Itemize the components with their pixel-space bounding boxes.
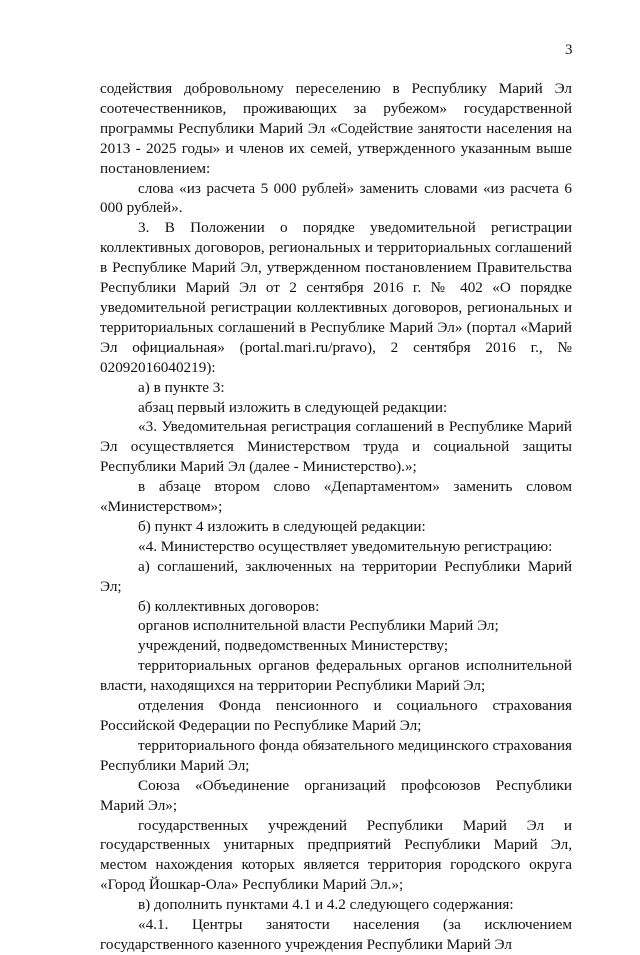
paragraph: территориальных органов федеральных органов исполнительной власти, находящихся на территории Республики Марий Эл; xyxy=(100,657,572,695)
paragraph: слова «из расчета 5 000 рублей» заменить словами «из расчета 6 000 рублей». xyxy=(100,179,572,217)
paragraph: абзац первый изложить в следующей редакции: xyxy=(138,398,448,416)
paragraph: «3. Уведомительная регистрация соглашений в Республике Марий Эл осуществляется Министерством труда и социальной защиты Республики Марий Эл (далее - Министерство).»; xyxy=(100,418,572,476)
paragraph: «4.1. Центры занятости населения (за исключением государственного казенного учреждения Республики Марий Эл xyxy=(100,916,572,953)
paragraph: в абзаце втором слово «Департаментом» заменить словом «Министерством»; xyxy=(100,478,572,516)
paragraph: территориального фонда обязательного медицинского страхования Республики Марий Эл; xyxy=(100,736,572,774)
paragraph: а) в пункте 3: xyxy=(138,378,225,396)
paragraph: а) соглашений, заключенных на территории Республики Марий Эл; xyxy=(100,557,572,595)
document-body xyxy=(100,79,572,955)
paragraph: Союза «Объединение организаций профсоюзов Республики Марий Эл»; xyxy=(100,776,572,814)
paragraph: 3. В Положении о порядке уведомительной регистрации коллективных договоров, региональных и территориальных соглашений в Республике Марий Эл, утвержденном постановлением Правительства Республики Марий Эл от 2 сентября 2016 г. № 402 «О порядке уведомительной регистрации коллективных договоров, региональных и территориальных соглашений в Республике Марий Эл» (портал «Марий Эл официальная» (portal.mari.ru/pravo), 2 сентября 2016 г., № 02092016040219): xyxy=(100,219,572,376)
paragraph: б) коллективных договоров: xyxy=(138,597,320,615)
paragraph: учреждений, подведомственных Министерству; xyxy=(138,637,449,655)
page-number: 3 xyxy=(565,42,573,58)
paragraph: органов исполнительной власти Республики Марий Эл; xyxy=(138,617,499,635)
paragraph: содействия добровольному переселению в Республику Марий Эл соотечественников, проживающих за рубежом» государственной программы Республики Марий Эл «Содействие занятости населения на 2013 - 2025 годы» и членов их семей, утвержденного указанным выше постановлением: xyxy=(100,80,572,177)
paragraph: в) дополнить пунктами 4.1 и 4.2 следующего содержания: xyxy=(138,896,514,914)
paragraph: «4. Министерство осуществляет уведомительную регистрацию: xyxy=(138,537,553,555)
paragraph: отделения Фонда пенсионного и социального страхования Российской Федерации по Республике Марий Эл; xyxy=(100,697,572,734)
paragraph: б) пункт 4 изложить в следующей редакции: xyxy=(138,517,426,535)
paragraph: государственных учреждений Республики Марий Эл и государственных унитарных предприятий Республики Марий Эл, местом нахождения которых является территория городского округа «Город Йошкар-Ола» Республики Марий Эл.»; xyxy=(100,816,572,894)
